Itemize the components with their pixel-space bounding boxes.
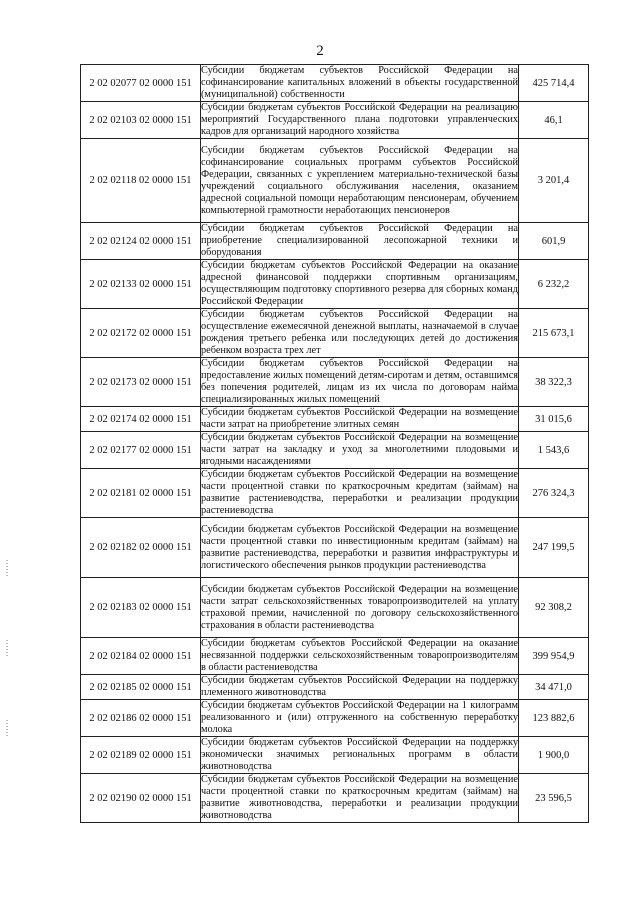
- table-row: [81, 432, 589, 469]
- table-row: [81, 223, 589, 260]
- table-row: [81, 139, 589, 223]
- amount-cell: 1 543,6: [519, 432, 589, 469]
- table-row: [81, 518, 589, 578]
- budget-code-cell: 2 02 02177 02 0000 151: [81, 432, 201, 469]
- description-cell: Субсидии бюджетам субъектов Российской Федерации на поддержку экономически значимых региональных программ в области животноводства: [201, 737, 518, 772]
- amount-cell: 215 673,1: [519, 309, 589, 358]
- amount-cell: 1 900,0: [519, 737, 589, 774]
- margin-scan-mark: [6, 640, 8, 658]
- margin-scan-mark: [6, 560, 8, 578]
- description-cell: Субсидии бюджетам субъектов Российской Федерации на осуществление ежемесячной денежной выплаты, назначаемой в случае рождения третьего ребенка или последующих детей до достижения ребенком возраста трех лет: [201, 309, 518, 356]
- description-cell: Субсидии бюджетам субъектов Российской Федерации на приобретение специализированной лесопожарной техники и оборудования: [201, 223, 518, 258]
- budget-code-cell: 2 02 02077 02 0000 151: [81, 65, 201, 102]
- table-row: [81, 407, 589, 432]
- table-row: [81, 737, 589, 774]
- table-row: [81, 102, 589, 139]
- amount-cell: 601,9: [519, 223, 589, 260]
- amount-cell: 34 471,0: [519, 675, 589, 700]
- table-row: [81, 309, 589, 358]
- description-cell: Субсидии бюджетам субъектов Российской Федерации на возмещение части затрат на закладку и уход за многолетними плодовыми и ягодными насаждениями: [201, 432, 518, 467]
- budget-code-cell: 2 02 02182 02 0000 151: [81, 518, 201, 578]
- description-cell: Субсидии бюджетам субъектов Российской Федерации на предоставление жилых помещений детям-сиротам и детям, оставшимся без попечения родителей, лицам из их числа по договорам найма специализированных жилых помещений: [201, 358, 518, 405]
- amount-cell: 38 322,3: [519, 358, 589, 407]
- budget-code-cell: 2 02 02183 02 0000 151: [81, 578, 201, 638]
- amount-cell: 425 714,4: [519, 65, 589, 102]
- budget-code-cell: 2 02 02190 02 0000 151: [81, 774, 201, 823]
- description-cell: Субсидии бюджетам субъектов Российской Федерации на реализацию мероприятий Государственного плана подготовки управленческих кадров для организаций народного хозяйства: [201, 102, 518, 137]
- budget-code-cell: 2 02 02185 02 0000 151: [81, 675, 201, 700]
- budget-table-body: [81, 65, 589, 823]
- amount-cell: 3 201,4: [519, 139, 589, 223]
- budget-code-cell: 2 02 02103 02 0000 151: [81, 102, 201, 139]
- table-row: [81, 65, 589, 102]
- description-cell: Субсидии бюджетам субъектов Российской Федерации на софинансирование социальных программ субъектов Российской Федерации, связанных с укреплением материально-технической базы учреждений социального обслуживания населения, оказанием адресной социальной помощи неработающим пенсионерам, обучением компьютерной грамотности неработающих пенсионеров: [201, 139, 519, 223]
- amount-cell: 23 596,5: [519, 774, 589, 823]
- description-cell: Субсидии бюджетам субъектов Российской Федерации на возмещение части затрат сельскохозяйственных товаропроизводителей на уплату страховой премии, начисленной по договору сельскохозяйственного страхования в области растениеводства: [201, 578, 519, 638]
- amount-cell: 399 954,9: [519, 638, 589, 675]
- table-row: [81, 260, 589, 309]
- amount-cell: 276 324,3: [519, 469, 589, 518]
- description-cell: Субсидии бюджетам субъектов Российской Федерации на 1 килограмм реализованного и (или) отгруженного на собственную переработку молока: [201, 700, 518, 735]
- description-cell: Субсидии бюджетам субъектов Российской Федерации на возмещение части процентной ставки по краткосрочным кредитам (займам) на развитие растениеводства, переработки и реализации продукции растениеводства: [201, 469, 518, 516]
- table-row: [81, 700, 589, 737]
- budget-code-cell: 2 02 02124 02 0000 151: [81, 223, 201, 260]
- amount-cell: 123 882,6: [519, 700, 589, 737]
- amount-cell: 247 199,5: [519, 518, 589, 578]
- amount-cell: 46,1: [519, 102, 589, 139]
- description-cell: Субсидии бюджетам субъектов Российской Федерации на оказание адресной финансовой поддержки спортивным организациям, осуществляющим подготовку спортивного резерва для сборных команд Российской Федерации: [201, 260, 518, 307]
- description-cell: Субсидии бюджетам субъектов Российской Федерации на возмещение части процентной ставки по инвестиционным кредитам (займам) на развитие растениеводства, переработки и развития инфраструктуры и логистического обеспечения рынков продукции растениеводства: [201, 518, 519, 578]
- budget-code-cell: 2 02 02189 02 0000 151: [81, 737, 201, 774]
- description-cell: Субсидии бюджетам субъектов Российской Федерации на возмещение части процентной ставки по краткосрочным кредитам (займам) на развитие животноводства, переработки и реализации продукции животноводства: [201, 774, 518, 821]
- budget-code-cell: 2 02 02181 02 0000 151: [81, 469, 201, 518]
- table-row: [81, 675, 589, 700]
- amount-cell: 31 015,6: [519, 407, 589, 432]
- budget-table: [80, 64, 589, 823]
- budget-code-cell: 2 02 02186 02 0000 151: [81, 700, 201, 737]
- budget-code-cell: 2 02 02172 02 0000 151: [81, 309, 201, 358]
- amount-cell: 6 232,2: [519, 260, 589, 309]
- budget-code-cell: 2 02 02133 02 0000 151: [81, 260, 201, 309]
- description-cell: Субсидии бюджетам субъектов Российской Федерации на оказание несвязанной поддержки сельскохозяйственным товаропроизводителям в области растениеводства: [201, 638, 518, 673]
- table-row: [81, 578, 589, 638]
- budget-code-cell: 2 02 02174 02 0000 151: [81, 407, 201, 432]
- page-number: 2: [316, 43, 324, 59]
- table-row: [81, 774, 589, 823]
- table-row: [81, 469, 589, 518]
- description-cell: Субсидии бюджетам субъектов Российской Федерации на возмещение части затрат на приобретение элитных семян: [201, 407, 518, 430]
- table-row: [81, 358, 589, 407]
- table-row: [81, 638, 589, 675]
- description-cell: Субсидии бюджетам субъектов Российской Федерации на поддержку племенного животноводства: [201, 675, 518, 698]
- amount-cell: 92 308,2: [519, 578, 589, 638]
- budget-code-cell: 2 02 02184 02 0000 151: [81, 638, 201, 675]
- budget-code-cell: 2 02 02173 02 0000 151: [81, 358, 201, 407]
- budget-code-cell: 2 02 02118 02 0000 151: [81, 139, 201, 223]
- description-cell: Субсидии бюджетам субъектов Российской Федерации на софинансирование капитальных вложений в объекты государственной (муниципальной) собственности: [201, 65, 518, 100]
- margin-scan-mark: [6, 720, 8, 738]
